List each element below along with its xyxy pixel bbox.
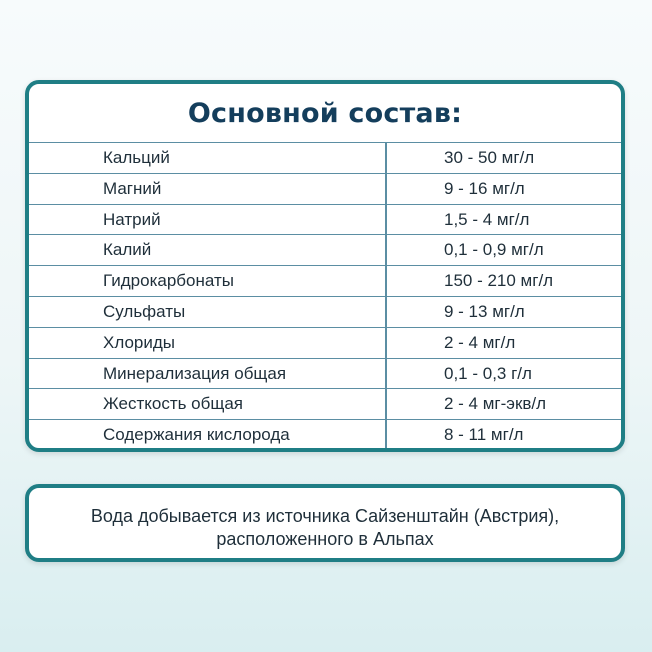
source-line-2: расположенного в Альпах xyxy=(216,529,434,549)
table-row xyxy=(29,327,621,358)
component-name: Сульфаты xyxy=(103,301,186,321)
table-row xyxy=(29,296,621,327)
table-row xyxy=(29,265,621,296)
component-name: Калий xyxy=(103,240,152,260)
component-name: Натрий xyxy=(103,209,161,229)
component-value: 9 - 13 мг/л xyxy=(444,301,525,321)
table-row xyxy=(29,388,621,419)
column-divider xyxy=(385,142,387,448)
table-row xyxy=(29,234,621,265)
component-name: Минерализация общая xyxy=(103,363,287,383)
component-value: 8 - 11 мг/л xyxy=(444,425,524,445)
component-name: Магний xyxy=(103,178,162,198)
component-value: 2 - 4 мг/л xyxy=(444,332,516,352)
component-name: Содержания кислорода xyxy=(103,425,290,445)
component-value: 9 - 16 мг/л xyxy=(444,178,525,198)
composition-card xyxy=(25,80,625,452)
source-line-1: Вода добывается из источника Сайзенштайн (Австрия), xyxy=(90,506,560,526)
component-value: 0,1 - 0,9 мг/л xyxy=(444,240,544,260)
table-row xyxy=(29,142,621,173)
table-row xyxy=(29,419,621,450)
component-name: Жесткость общая xyxy=(103,394,244,414)
component-value: 30 - 50 мг/л xyxy=(444,148,535,167)
composition-table xyxy=(29,142,621,448)
component-value: 1,5 - 4 мг/л xyxy=(444,209,530,229)
table-row xyxy=(29,204,621,235)
table-row xyxy=(29,173,621,204)
component-name: Гидрокарбонаты xyxy=(103,271,234,291)
source-text xyxy=(29,505,621,551)
source-card xyxy=(25,484,625,562)
table-row xyxy=(29,358,621,389)
composition-title: Основной состав: xyxy=(187,98,463,129)
component-value: 0,1 - 0,3 г/л xyxy=(444,363,532,383)
component-name: Кальций xyxy=(103,148,170,167)
component-value: 150 - 210 мг/л xyxy=(444,271,554,291)
component-name: Хлориды xyxy=(103,332,175,352)
component-value: 2 - 4 мг-экв/л xyxy=(444,394,547,414)
